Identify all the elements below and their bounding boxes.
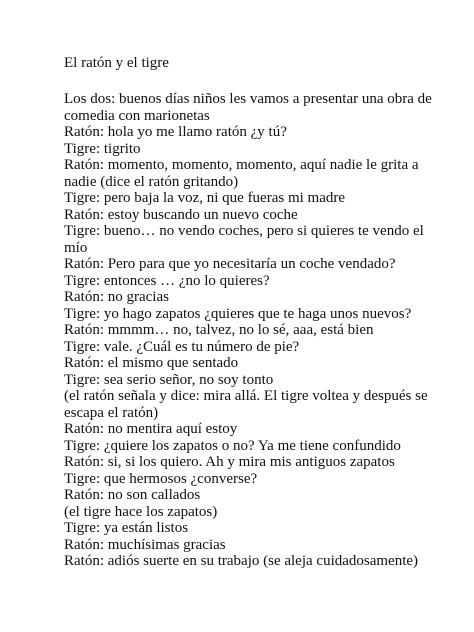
script-line: Ratón: muchísimas gracias: [64, 536, 226, 553]
script-line: Ratón: no mentira aquí estoy: [64, 421, 238, 437]
script-line: Los dos: buenos días niños les vamos a presentar una obra de: [64, 91, 432, 107]
script-line: Ratón: no son callados: [64, 487, 201, 503]
script-line: Tigre: sea serio señor, no soy tonto: [64, 371, 274, 388]
script-line: Ratón: adiós suerte en su trabajo (se aleja cuidadosamente): [64, 553, 419, 569]
script-line: Tigre: bueno… no vendo coches, pero si quieres te vendo el: [64, 223, 424, 239]
script-line: mío: [64, 239, 88, 256]
script-line: Tigre: tigrito: [64, 140, 141, 157]
script-line: Tigre: que hermosos ¿converse?: [64, 470, 258, 487]
script-line: Ratón: el mismo que sentado: [64, 355, 239, 371]
script-line: Tigre: yo hago zapatos ¿quieres que te haga unos nuevos?: [64, 305, 412, 322]
script-line: comedia con marionetas: [64, 107, 210, 124]
script-line: Ratón: hola yo me llamo ratón ¿y tú?: [64, 124, 287, 140]
script-line: Ratón: no gracias: [64, 289, 169, 305]
script-line: Tigre: ¿quiere los zapatos o no? Ya me tiene confundido: [64, 437, 401, 454]
script-line: Ratón: Pero para que yo necesitaría un coche vendado?: [64, 256, 396, 272]
script-line: nadie (dice el ratón gritando): [64, 173, 239, 190]
script-body: [64, 91, 432, 570]
script-line: (el ratón señala y dice: mira allá. El tigre voltea y después se: [64, 388, 428, 404]
document-title: El ratón y el tigre: [64, 55, 169, 71]
script-line: (el tigre hace los zapatos): [64, 503, 218, 520]
script-line: Ratón: mmmm… no, talvez, no lo sé, aaa, está bien: [64, 322, 374, 338]
script-line: escapa el ratón): [64, 404, 159, 421]
script-line: Tigre: pero baja la voz, ni que fueras mi madre: [64, 190, 346, 206]
script-line: Tigre: ya están listos: [64, 520, 189, 536]
script-line: Ratón: estoy buscando un nuevo coche: [64, 206, 298, 223]
script-line: Ratón: si, si los quiero. Ah y mira mis antiguos zapatos: [64, 454, 395, 470]
script-line: Tigre: entonces … ¿no lo quieres?: [64, 272, 270, 289]
script-line: Ratón: momento, momento, momento, aquí nadie le grita a: [64, 157, 419, 173]
script-line: Tigre: vale. ¿Cuál es tu número de pie?: [64, 338, 300, 355]
